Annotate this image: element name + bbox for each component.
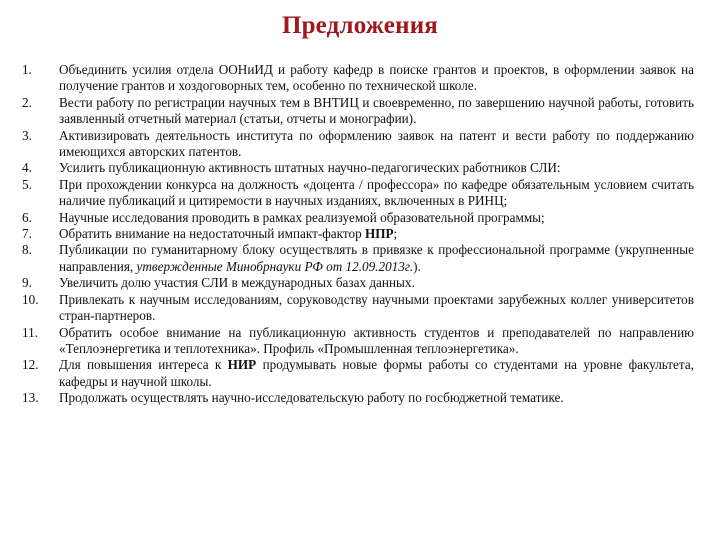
list-item — [22, 160, 694, 176]
list-item — [22, 357, 694, 390]
item-text — [59, 226, 694, 242]
item-number: 6. — [22, 209, 32, 225]
item-text — [59, 357, 694, 390]
item-text: Продолжать осуществлять научно-исследовательскую работу по госбюджетной тематике. — [59, 390, 564, 406]
item-text: Увеличить долю участия СЛИ в международных базах данных. — [59, 275, 415, 291]
item-number: 5. — [22, 176, 32, 192]
item-text-part: ; — [393, 226, 398, 242]
item-number: 13. — [22, 390, 39, 406]
item-number: 7. — [22, 226, 32, 242]
item-text: Обратить особое внимание на публикационную активность студентов и преподавателей по направлению «Теплоэнергетика и теплотехника». Профиль «Промышленная теплоэнергетика». — [59, 324, 694, 356]
list-item — [22, 275, 694, 291]
item-number: 11. — [22, 324, 38, 340]
item-text-part: ). — [413, 258, 421, 274]
item-text-italic: утвержденные Минобрнауки РФ от 12.09.2013г. — [136, 258, 414, 274]
item-number: 3. — [22, 127, 32, 143]
list-item — [22, 390, 694, 406]
item-text-part: Для повышения интереса к — [59, 357, 228, 373]
list-item — [22, 325, 694, 358]
item-text — [59, 242, 694, 275]
item-text: Усилить публикационную активность штатных научно-педагогических работников СЛИ: — [59, 160, 561, 176]
list-item — [22, 95, 694, 128]
list-item — [22, 62, 694, 95]
item-number: 12. — [22, 357, 39, 373]
list-item — [22, 177, 694, 210]
item-text-part: продумывать новые формы работы со студентами на уровне факультета, кафедры и научной школы. — [59, 357, 694, 389]
item-text: Объединить усилия отдела ООНиИД и работу кафедр в поиске грантов и проектов, в оформлении заявок на получение грантов и хоздоговорных тем, особенно по технической школе. — [59, 62, 694, 94]
item-text: Привлекать к научным исследованиям, соруководству научными проектами зарубежных коллег университетов стран-партнеров. — [59, 291, 694, 324]
item-number: 2. — [22, 94, 32, 110]
item-number: 1. — [22, 62, 32, 77]
proposals-list — [22, 62, 694, 407]
item-number: 8. — [22, 242, 32, 258]
item-text: Вести работу по регистрации научных тем в ВНТИЦ и своевременно, по завершению научной работы, готовить заявленный отчетный материал (статьи, отчеты и монографии). — [59, 94, 694, 127]
item-number: 4. — [22, 160, 32, 176]
item-text-part: Публикации по гуманитарному блоку осуществлять в привязке к профессиональной программе (укрупненные направления, — [59, 242, 694, 274]
list-item — [22, 128, 694, 161]
item-text-bold: НИР — [227, 357, 257, 373]
item-text: Научные исследования проводить в рамках реализуемой образовательной программы; — [59, 209, 545, 225]
item-text: При прохождении конкурса на должность «доцента / профессора» по кафедре обязательным условием считать наличие публикаций и цитиремости в научных изданиях, включенных в РИНЦ; — [59, 176, 694, 209]
list-item — [22, 292, 694, 325]
item-number: 10. — [22, 291, 39, 307]
list-item — [22, 210, 694, 226]
list-item — [22, 242, 694, 275]
item-text-bold: НПР — [364, 226, 394, 242]
item-text-part: Обратить внимание на недостаточный импакт-фактор — [59, 226, 365, 242]
item-number: 9. — [22, 275, 32, 291]
slide-title: Предложения — [281, 12, 439, 39]
item-text: Активизировать деятельность института по оформлению заявок на патент и вести работу по поддержанию имеющихся авторских патентов. — [59, 127, 694, 160]
list-item — [22, 226, 694, 242]
